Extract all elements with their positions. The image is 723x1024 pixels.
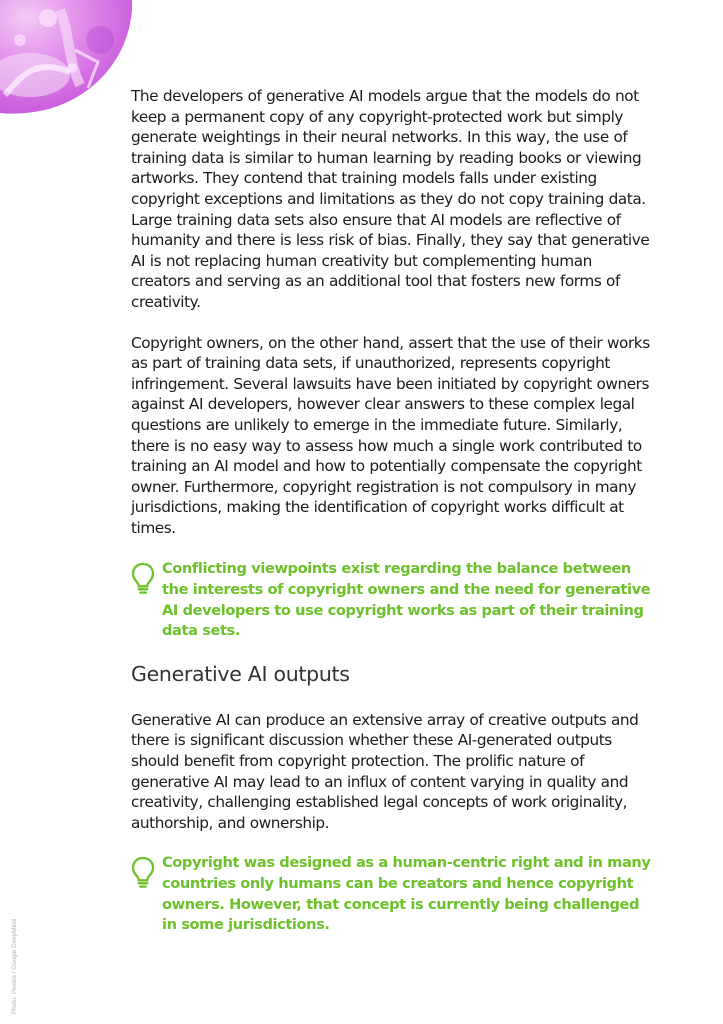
lightbulb-icon [131,856,155,890]
paragraph-developers-argument: The developers of generative AI models argue that the models do not keep a permanent copy of any copyright-protected work but simply generate weightings in their neural networks. In this way, the use of training data is similar to human learning by reading books or viewing artworks. They contend that training models falls under existing copyright exceptions and limitations as they do not copy training data. Large training data sets also ensure that AI models are reflective of humanity and there is less risk of bias. Finally, they say that generative AI is not replacing human creativity but complementing human creators and serving as an additional tool that fosters new forms of creativity. [131,87,650,311]
corner-decorative-image [0,0,132,114]
photo-credit-text: Photo: Pexels / Google DeepMind [11,919,18,1014]
callout-text: Copyright was designed as a human-centric right and in many countries only humans can be creators and hence copyright owners. However, that concept is currently being challenged in some jurisdictions. [162,854,651,934]
paragraph-outputs: Generative AI can produce an extensive array of creative outputs and there is significant discussion whether these AI-generated outputs should benefit from copyright protection. The prolific nature of generative AI may lead to an influx of content varying in quality and creativity, challenging established legal concepts of work originality, authorship, and ownership. [131,710,639,832]
section-heading-outputs: Generative AI outputs [131,661,350,686]
photo-credit [6,904,22,1014]
lightbulb-icon [131,562,155,596]
callout-text: Conflicting viewpoints exist regarding the balance between the interests of copyright owners and the need for generative AI developers to use copyright works as part of their training data sets. [162,560,651,640]
paragraph-owners-argument: Copyright owners, on the other hand, assert that the use of their works as part of training data sets, if unauthorized, represents copyright infringement. Several lawsuits have been initiated by copyright owners against AI developers, however clear answers to these complex legal questions are unlikely to emerge in the immediate future. Similarly, there is no easy way to assess how much a single work contributed to training an AI model and how to potentially compensate the copyright owner. Furthermore, copyright registration is not compulsory in many jurisdictions, making the identification of copyright works difficult at times. [131,333,650,537]
callout-conflicting-viewpoints [131,559,651,641]
callout-human-centric [131,853,651,935]
main-content [131,86,651,936]
